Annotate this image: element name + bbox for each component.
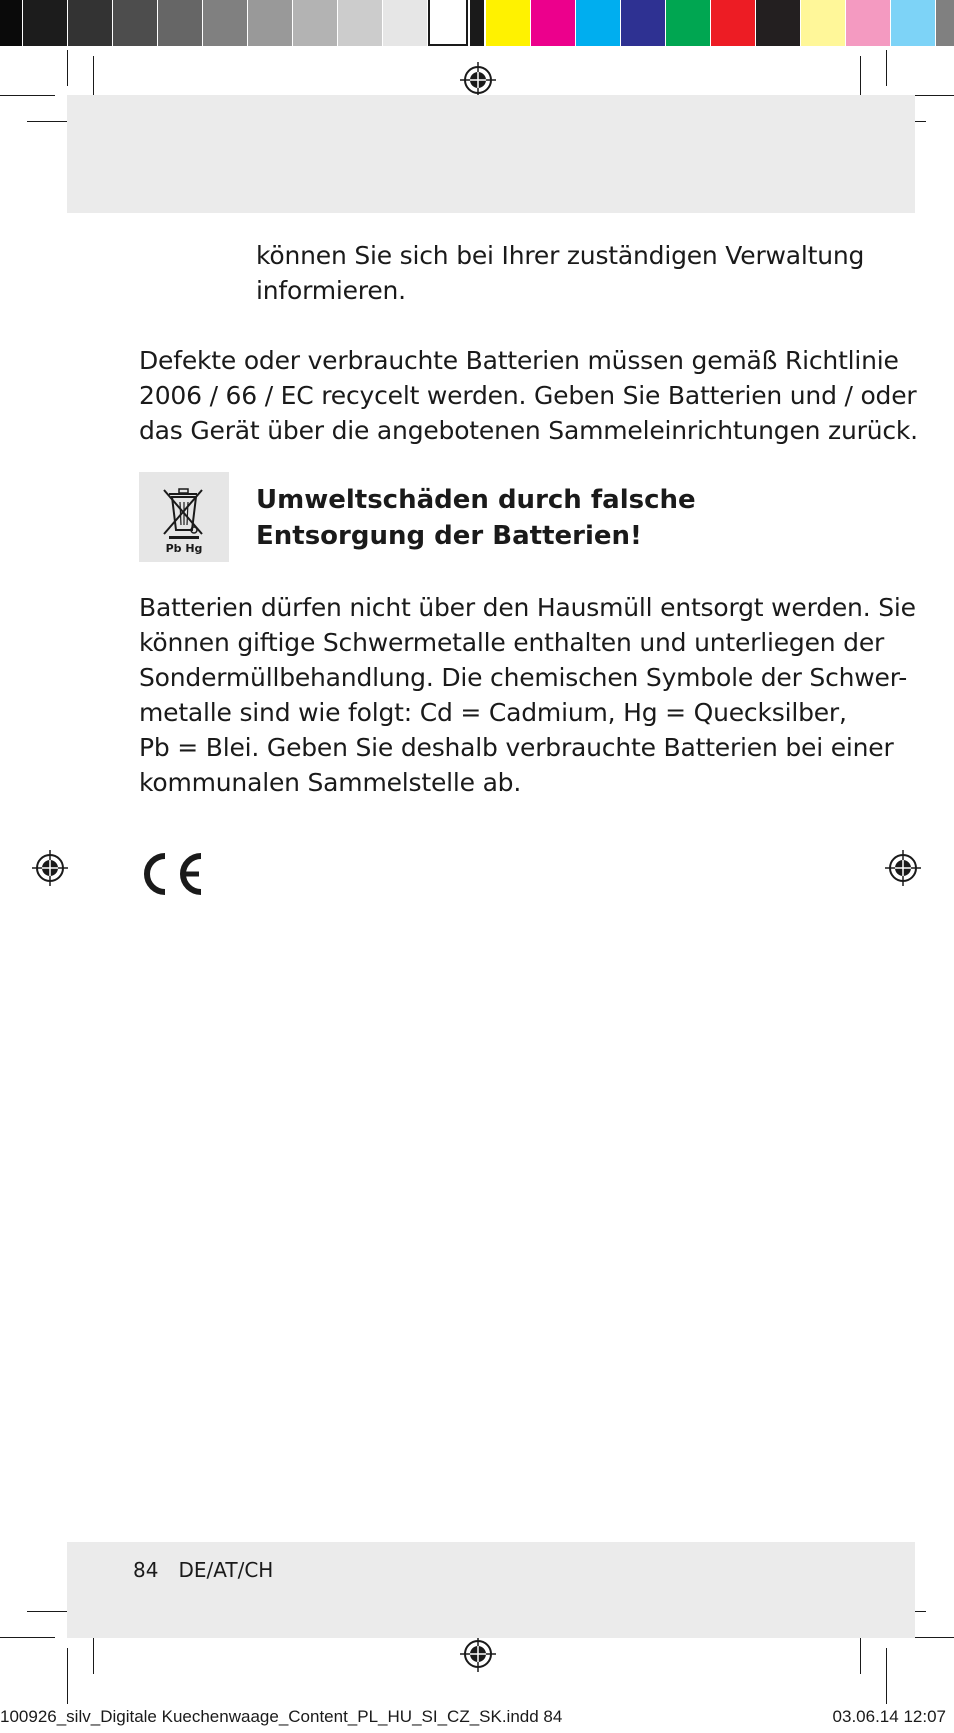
warning-title-line: Umweltschäden durch falsche [256, 485, 696, 515]
gray-end-swatch [936, 0, 954, 46]
registration-mark-icon [458, 60, 498, 100]
black-divider [470, 0, 484, 46]
light-cyan-swatch [891, 0, 935, 46]
warning-title-line: Entsorgung der Batterien! [256, 521, 642, 551]
crop-mark [67, 50, 68, 86]
gray-swatch [158, 0, 202, 46]
cyan-swatch [576, 0, 620, 46]
page-number: 84 [133, 1558, 159, 1582]
red-swatch [711, 0, 755, 46]
registration-mark-icon [883, 848, 923, 888]
gray-swatch [293, 0, 337, 46]
paragraph-continued [256, 238, 864, 308]
crop-mark [886, 1648, 887, 1704]
gray-swatch [338, 0, 382, 46]
magenta-swatch [531, 0, 575, 46]
paragraph-battery-recycling [139, 343, 918, 448]
slug-filename: 100926_silv_Digitale Kuechenwaage_Content_PL_HU_SI_CZ_SK.indd 84 [0, 1707, 563, 1726]
gray-swatch [23, 0, 67, 46]
warning-title [256, 482, 696, 554]
header-band [67, 95, 915, 213]
page-footer [133, 1556, 273, 1584]
text-line: können Sie sich bei Ihrer zuständigen Verwaltung [256, 241, 865, 270]
gray-swatch [383, 0, 427, 46]
crop-mark [0, 1637, 55, 1638]
black-swatch [756, 0, 800, 46]
crop-mark [0, 95, 55, 96]
text-line: 2006 / 66 / EC recycelt werden. Geben Sie Batterien und / oder [139, 381, 917, 410]
icon-caption: Pb Hg [165, 542, 203, 555]
registration-mark-icon [458, 1634, 498, 1674]
blue-swatch [621, 0, 665, 46]
gray-swatch [248, 0, 292, 46]
yellow-swatch [486, 0, 530, 46]
pink-swatch [846, 0, 890, 46]
gray-swatch [203, 0, 247, 46]
gray-swatch [113, 0, 157, 46]
text-line: Sondermüllbehandlung. Die chemischen Symbole der Schwer- [139, 663, 908, 692]
text-line: Pb = Blei. Geben Sie deshalb verbrauchte Batterien bei einer [139, 733, 894, 762]
text-line: kommunalen Sammelstelle ab. [139, 768, 522, 797]
text-line: Batterien dürfen nicht über den Hausmüll entsorgt werden. Sie [139, 593, 916, 622]
gray-swatch [68, 0, 112, 46]
print-color-bar [0, 0, 954, 46]
white-swatch [428, 0, 468, 46]
green-swatch [666, 0, 710, 46]
gray-swatch [0, 0, 22, 46]
registration-mark-icon [30, 848, 70, 888]
text-line: informieren. [256, 276, 406, 305]
crop-mark [886, 50, 887, 86]
text-line: Defekte oder verbrauchte Batterien müssen gemäß Richtlinie [139, 346, 899, 375]
text-line: das Gerät über die angebotenen Sammeleinrichtungen zurück. [139, 416, 918, 445]
paragraph-heavy-metals [139, 590, 916, 800]
light-yellow-swatch [801, 0, 845, 46]
slug-date-time: 03.06.14 12:07 [832, 1707, 946, 1726]
crossed-out-bin-icon [139, 472, 229, 562]
region-label: DE/AT/CH [178, 1558, 274, 1582]
text-line: können giftige Schwermetalle enthalten und unterliegen der [139, 628, 885, 657]
ce-mark-icon [139, 850, 205, 898]
text-line: metalle sind wie folgt: Cd = Cadmium, Hg = Quecksilber, [139, 698, 847, 727]
crop-mark [67, 1648, 68, 1704]
